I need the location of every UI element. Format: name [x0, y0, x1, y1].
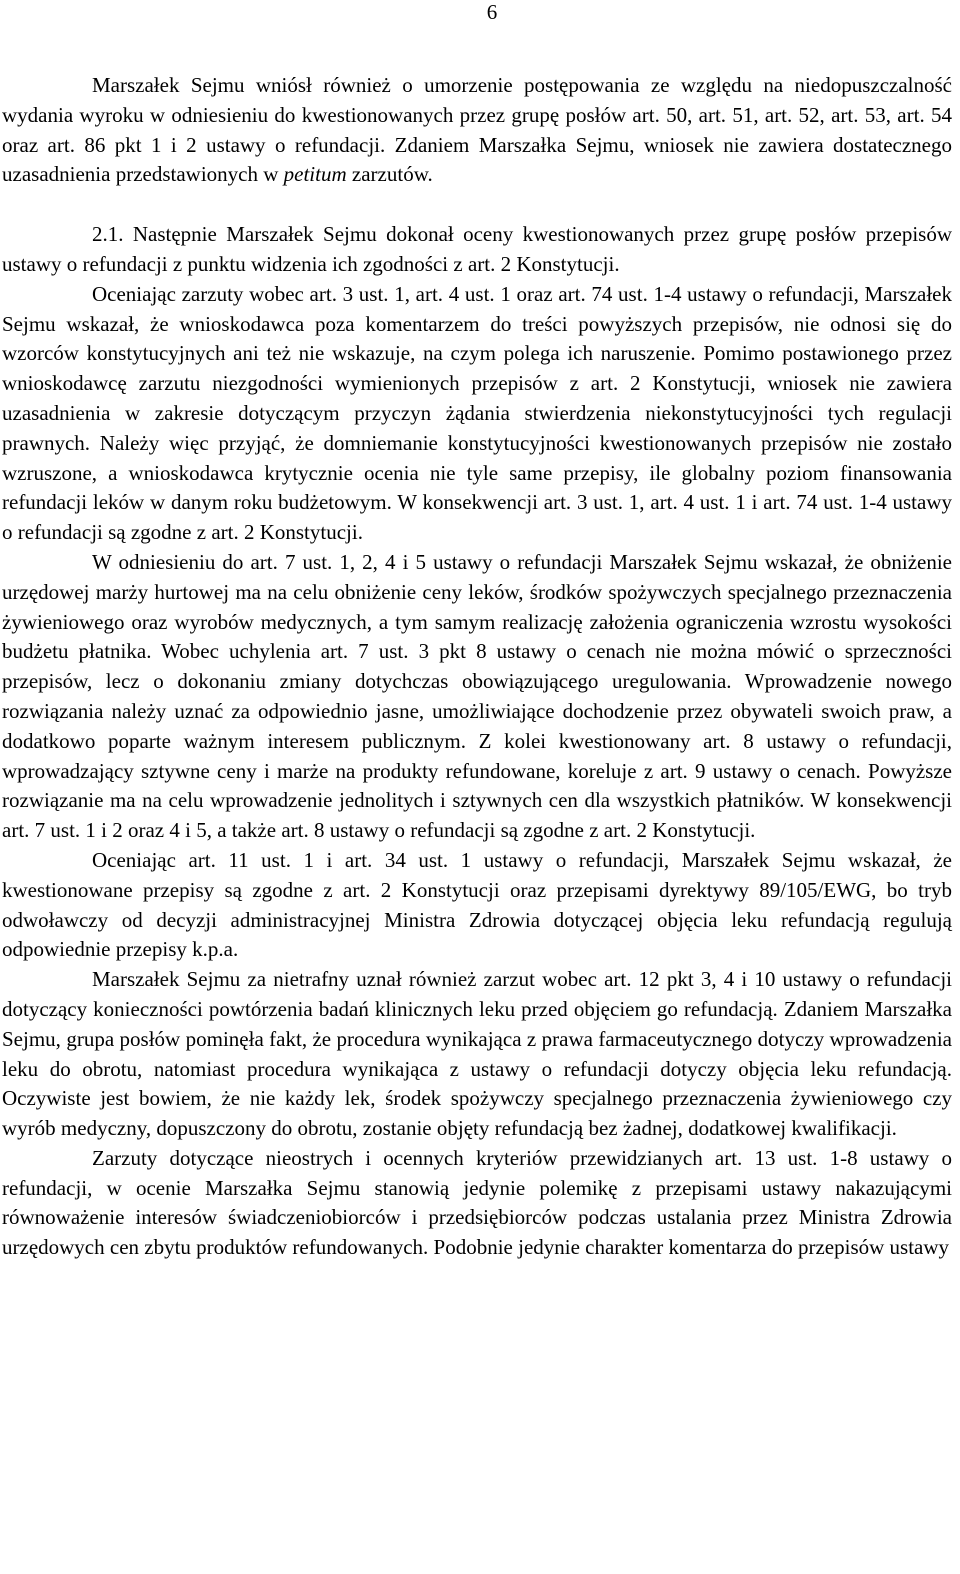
paragraph-1 — [2, 71, 952, 190]
paragraph-1-italic: petitum — [283, 162, 347, 187]
paragraph-7: Zarzuty dotyczące nieostrych i ocennych kryteriów przewidzianych art. 13 ust. 1-8 ustawy o refundacji, w ocenie Marszałka Sejmu stanowią jedynie polemikę z przepisami ustawy nakazującymi równoważenie interesów świadczeniobiorców i przedsiębiorców podczas ustalania przez Ministra Zdrowia urzędowych cen zbytu produktów refundowanych. Podobnie jedynie charakter komentarza do przepisów ustawy — [2, 1145, 952, 1260]
paragraph-2: 2.1. Następnie Marszałek Sejmu dokonał oceny kwestionowanych przez grupę posłów przepisów ustawy o refundacji z punktu widzenia ich zgodności z art. 2 Konstytucji. — [2, 222, 952, 276]
paragraph-1-end: zarzutów. — [346, 162, 433, 187]
document-body — [2, 71, 952, 1263]
paragraph-3: Oceniając zarzuty wobec art. 3 ust. 1, art. 4 ust. 1 oraz art. 74 ust. 1-4 ustawy o refundacji, Marszałek Sejmu wskazał, że wnioskodawca poza komentarzem do treści powyższych przepisów, nie odnosi się do wzorców konstytucyjnych ani też nie wskazuje, na czym polega ich naruszenie. Pomimo postawionego przez wnioskodawcę zarzutu niezgodności wymienionych przepisów z art. 2 Konstytucji, wniosek nie zawiera uzasadnienia w zakresie dotyczącym przyczyn żądania stwierdzenia niekonstytucyjności tych regulacji prawnych. Należy więc przyjąć, że domniemanie konstytucyjności kwestionowanych przepisów nie zostało wzruszone, a wnioskodawca krytycznie ocenia nie tyle same przepisy, ile globalny poziom finansowania refundacji leków w danym roku budżetowym. W konsekwencji art. 3 ust. 1, art. 4 ust. 1 i art. 74 ust. 1-4 ustawy o refundacji są zgodne z art. 2 Konstytucji. — [2, 281, 952, 545]
paragraph-5: Oceniając art. 11 ust. 1 i art. 34 ust. 1 ustawy o refundacji, Marszałek Sejmu wskazał, że kwestionowane przepisy są zgodne z art. 2 Konstytucji oraz przepisami dyrektywy 89/105/EWG, bo tryb odwoławczy od decyzji administracyjnej Ministra Zdrowia dotyczącej objęcia leku refundacją regulują odpowiednie przepisy k.p.a. — [2, 847, 952, 962]
paragraph-4: W odniesieniu do art. 7 ust. 1, 2, 4 i 5 ustawy o refundacji Marszałek Sejmu wskazał, że obniżenie urzędowej marży hurtowej ma na celu obniżenie ceny leków, środków spożywczych specjalnego przeznaczenia żywieniowego oraz wyrobów medycznych, a tym samym realizację założenia ograniczenia wzrostu wysokości budżetu płatnika. Wobec uchylenia art. 7 ust. 3 pkt 8 ustawy o cenach nie można mówić o sprzeczności przepisów, lecz o dokonaniu zmiany dotychczas obowiązującego uregulowania. Wprowadzenie nowego rozwiązania należy uznać za odpowiednio jasne, umożliwiające dochodzenie przez obywateli swoich praw, a dodatkowo poparte ważnym interesem publicznym. Z kolei kwestionowany art. 8 ustawy o refundacji, wprowadzający sztywne ceny i marże na produkty refundowane, koreluje z art. 9 ustawy o cenach. Powyższe rozwiązanie ma na celu wprowadzenie jednolitych i sztywnych cen dla wszystkich płatników. W konsekwencji art. 7 ust. 1 i 2 oraz 4 i 5, a także art. 8 ustawy o refundacji są zgodne z art. 2 Konstytucji. — [2, 549, 952, 843]
page-number: 6 — [486, 0, 498, 24]
paragraph-1-text: Marszałek Sejmu wniósł również o umorzenie postępowania ze względu na niedopuszczalność wydania wyroku w odniesieniu do kwestionowanych przez grupę posłów art. 50, art. 51, art. 52, art. 53, art. 54 oraz art. 86 pkt 1 i 2 ustawy o refundacji. Zdaniem Marszałka Sejmu, wniosek nie zawiera dostatecznego uzasadnienia przedstawionych w — [2, 73, 952, 187]
paragraph-6: Marszałek Sejmu za nietrafny uznał również zarzut wobec art. 12 pkt 3, 4 i 10 ustawy o refundacji dotyczący konieczności powtórzenia badań klinicznych leku przed objęciem go refundacją. Zdaniem Marszałka Sejmu, grupa posłów pominęła fakt, że procedura wynikająca z prawa farmaceutycznego dotyczy wprowadzenia leku do obrotu, natomiast procedura wynikająca z ustawy o refundacji dotyczy objęcia leku refundacją. Oczywiste jest bowiem, że nie każdy lek, środek spożywczy specjalnego przeznaczenia żywieniowego czy wyrób medyczny, dopuszczony do obrotu, zostanie objęty refundacją bez żadnej, dodatkowej kwalifikacji. — [2, 967, 952, 1141]
